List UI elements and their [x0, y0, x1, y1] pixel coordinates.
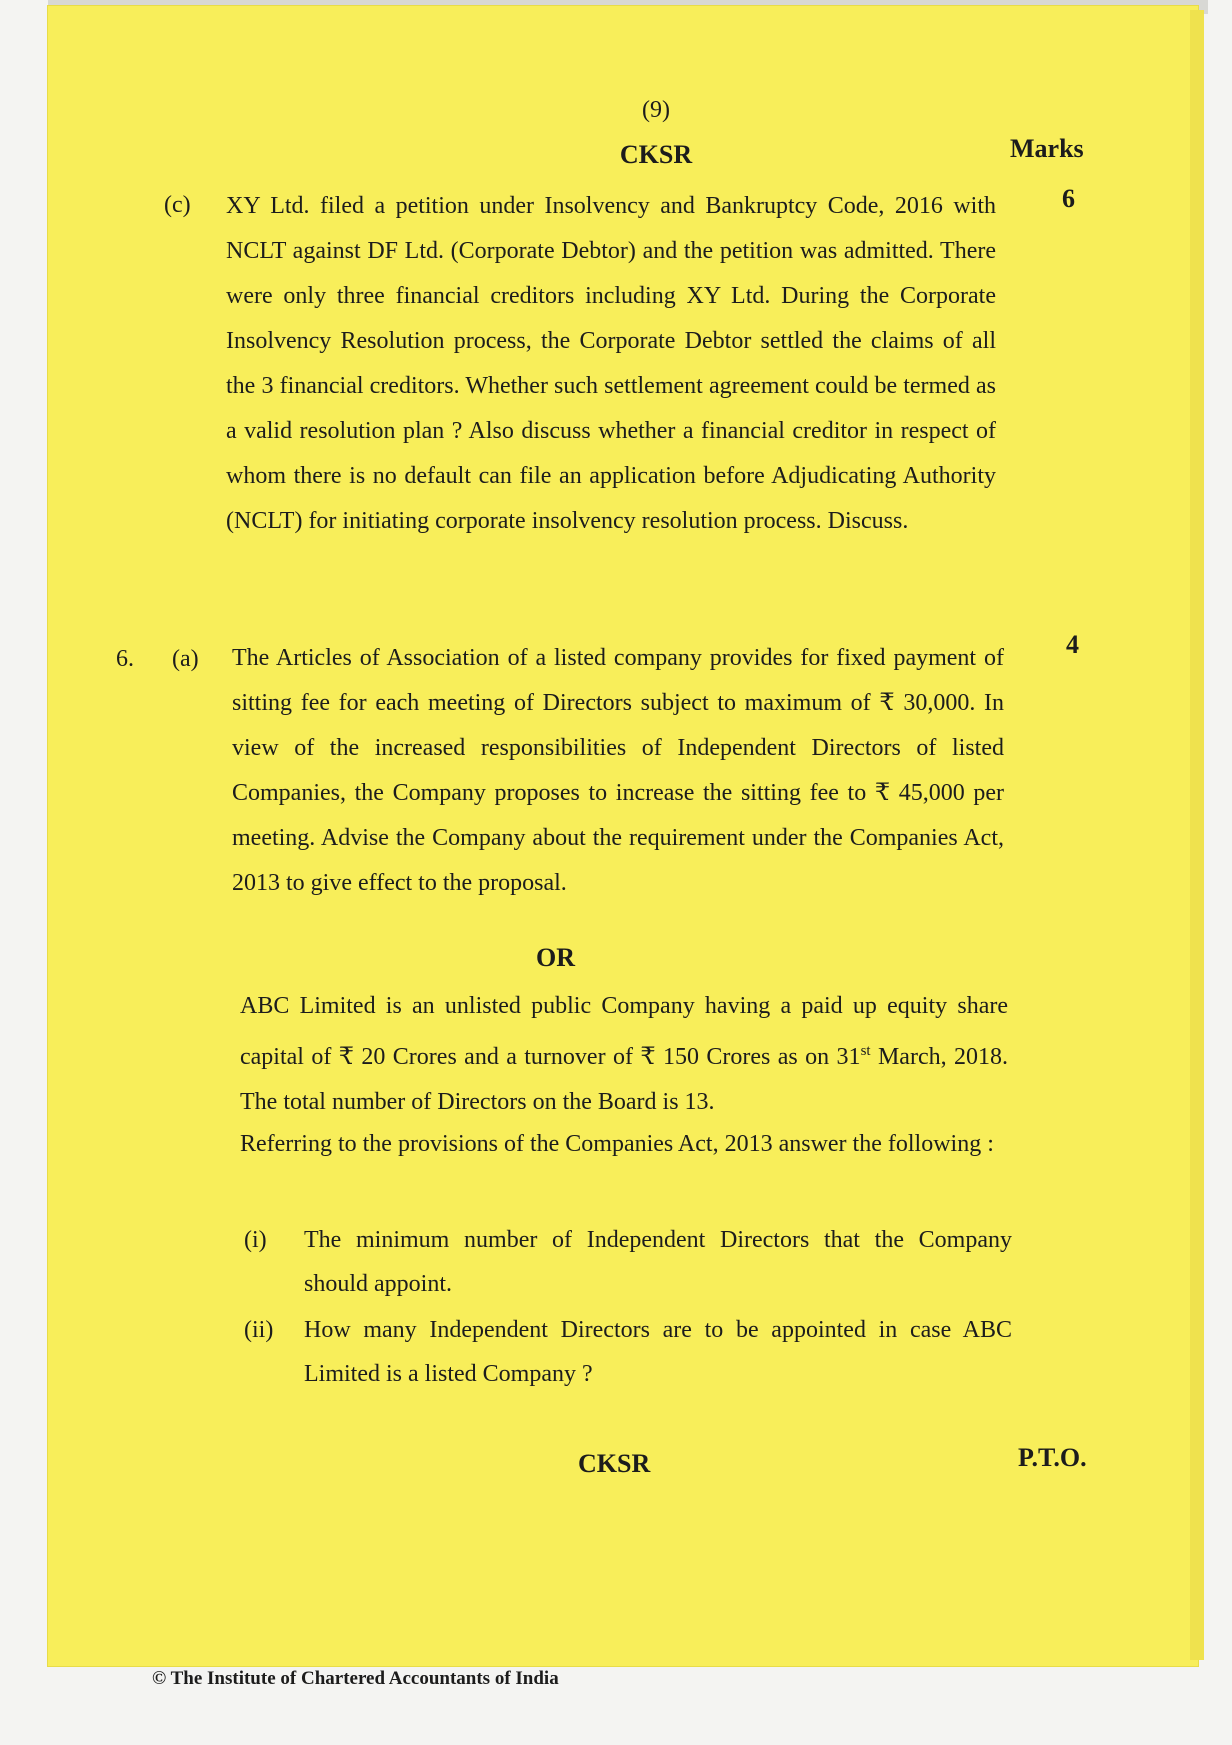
q6a-text: The Articles of Association of a listed company provides for fixed payment of sitting fee for each meeting of Directors subject to maximum of ₹ 30,000. In view of the increased responsibilities of Independent Directors of listed Companies, the Company proposes to increase the sitting fee to ₹ 45,000 per meeting. Advise the Company about the requirement under the Companies Act, 2013 to give effect to the proposal.	[232, 645, 1004, 896]
sub-item-i-label: (i)	[244, 1227, 267, 1253]
q5c-label: (c)	[164, 192, 191, 218]
paper-code-footer: CKSR	[578, 1449, 651, 1478]
sub-item-ii-text: How many Independent Directors are to be appointed in case ABC Limited is a listed Company ?	[304, 1317, 1012, 1387]
sheet-edge	[1190, 10, 1204, 1660]
q5c-marks: 6	[1062, 184, 1075, 213]
or-separator: OR	[536, 943, 575, 972]
q6a-alt-text: ABC Limited is an unlisted public Company having a paid up equity share capital of ₹ 20 Crores and a turnover of ₹ 150 Crores as on 31st March, 2018. The total number of Directors on the Board is 13.	[240, 993, 1008, 1115]
sub-item-ii-label: (ii)	[244, 1317, 274, 1343]
q6a-label: (a)	[172, 646, 199, 672]
pto-label: P.T.O.	[1018, 1443, 1087, 1472]
sub-item-i-text: The minimum number of Independent Directors that the Company should appoint.	[304, 1227, 1012, 1297]
page-number: (9)	[642, 97, 670, 123]
q6a-marks: 4	[1066, 630, 1079, 659]
copyright-notice: © The Institute of Chartered Accountants of India	[152, 1668, 559, 1689]
q6-number: 6.	[116, 646, 134, 672]
marks-column-header: Marks	[1010, 134, 1084, 163]
q6a-alt-intro: Referring to the provisions of the Companies Act, 2013 answer the following :	[240, 1131, 994, 1157]
paper-code-header: CKSR	[619, 140, 693, 169]
q5c-text: XY Ltd. filed a petition under Insolvency and Bankruptcy Code, 2016 with NCLT against DF Ltd. (Corporate Debtor) and the petition was admitted. There were only three financial creditors including XY Ltd. During the Corporate Insolvency Resolution process, the Corporate Debtor settled the claims of all the 3 financial creditors. Whether such settlement agreement could be termed as a valid resolution plan ? Also discuss whether a financial creditor in respect of whom there is no default can file an application before Adjudicating Authority (NCLT) for initiating corporate insolvency resolution process. Discuss.	[226, 193, 996, 534]
